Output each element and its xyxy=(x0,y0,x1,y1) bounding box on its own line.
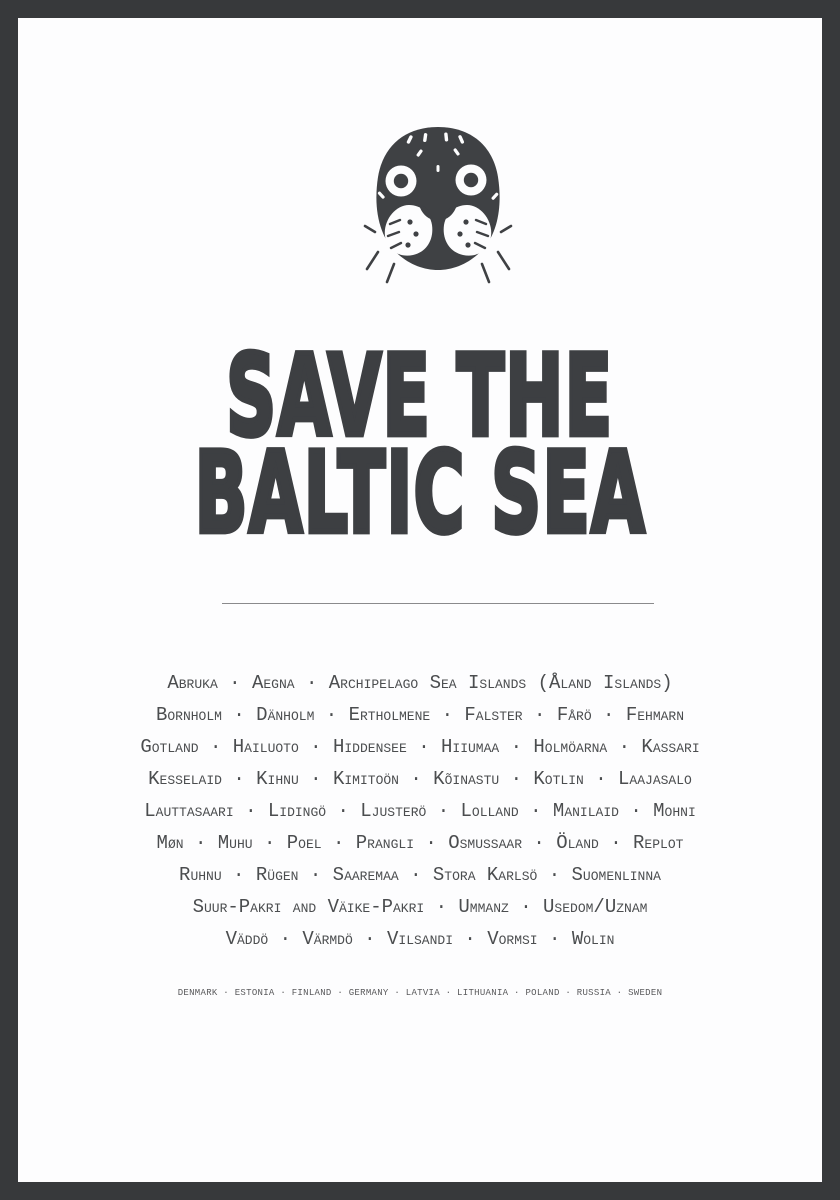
island-list-row: Gotland · Hailuoto · Hiddensee · Hiiumaa · Holmöarna · Kassari xyxy=(140,736,700,758)
poster-title xyxy=(18,330,822,558)
seal-face-icon xyxy=(363,113,513,288)
island-list-row: Ruhnu · Rügen · Saaremaa · Stora Karlsö · Suomenlinna xyxy=(179,864,661,886)
island-list-row: Kesselaid · Kihnu · Kimitoön · Kõinastu · Kotlin · Laajasalo xyxy=(148,768,692,790)
island-list-row: Lauttasaari · Lidingö · Ljusterö · Lolland · Manilaid · Mohni xyxy=(144,800,696,822)
island-list xyxy=(48,667,792,955)
poster-title-text-1: SAVE THE xyxy=(226,330,614,461)
countries-line: DENMARK · ESTONIA · FINLAND · GERMANY · LATVIA · LITHUANIA · POLAND · RUSSIA · SWEDEN xyxy=(177,988,663,998)
poster-title-text-2: BALTIC SEA xyxy=(194,427,646,558)
island-list-row: Møn · Muhu · Poel · Prangli · Osmussaar · Öland · Replot xyxy=(156,832,684,854)
poster-title-line-2 xyxy=(18,427,822,558)
island-list-row: Abruka · Aegna · Archipelago Sea Islands (Åland Islands) xyxy=(167,672,673,694)
island-list-row: Bornholm · Dänholm · Ertholmene · Falster · Fårö · Fehmarn xyxy=(155,704,685,726)
island-list-row: Suur-Pakri and Väike-Pakri · Ummanz · Usedom/Uznam xyxy=(192,896,648,918)
island-list-row: Väddö · Värmdö · Vilsandi · Vormsi · Wolin xyxy=(225,928,615,950)
divider-line xyxy=(222,603,654,604)
